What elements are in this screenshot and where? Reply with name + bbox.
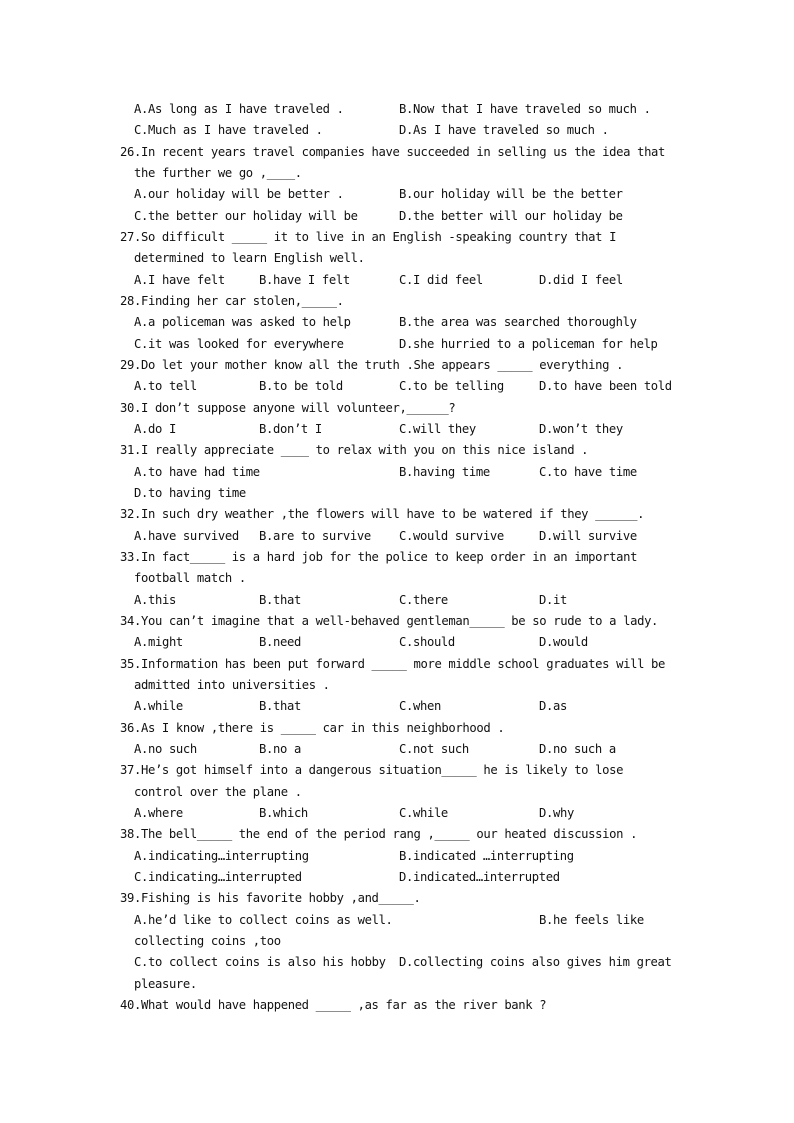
question-30: 30.I don’t suppose anyone will volunteer,______? (120, 401, 456, 415)
option-39-b: B.he feels like (539, 913, 644, 927)
option-37-b: B.which (259, 806, 308, 820)
option-28-d: D.she hurried to a policeman for help (399, 337, 658, 351)
option-37-d: D.why (539, 806, 574, 820)
option-30-b: B.don’t I (259, 422, 322, 436)
option-29-a: A.to tell (134, 379, 197, 393)
option-34-c: C.should (399, 635, 455, 649)
option-25-a: A.As long as I have traveled . (134, 102, 344, 116)
option-27-b: B.have I felt (259, 273, 350, 287)
option-36-b: B.no a (259, 742, 301, 756)
question-40: 40.What would have happened _____ ,as far as the river bank ? (120, 998, 547, 1012)
option-35-a: A.while (134, 699, 183, 713)
option-26-d: D.the better will our holiday be (399, 209, 623, 223)
option-25-b: B.Now that I have traveled so much . (399, 102, 651, 116)
option-39-d-cont: pleasure. (134, 977, 197, 991)
question-26-cont: the further we go ,____. (134, 166, 302, 180)
option-30-c: C.will they (399, 422, 476, 436)
option-35-c: C.when (399, 699, 441, 713)
question-27: 27.So difficult _____ it to live in an English -speaking country that I (120, 230, 617, 244)
option-35-b: B.that (259, 699, 301, 713)
question-28: 28.Finding her car stolen,_____. (120, 294, 344, 308)
option-30-a: A.do I (134, 422, 176, 436)
option-39-c: C.to collect coins is also his hobby (134, 955, 386, 969)
question-27-cont: determined to learn English well. (134, 251, 365, 265)
question-33-cont: football match . (134, 571, 246, 585)
option-29-c: C.to be telling (399, 379, 504, 393)
question-35: 35.Information has been put forward _____ more middle school graduates will be (120, 657, 666, 671)
option-29-b: B.to be told (259, 379, 343, 393)
option-27-d: D.did I feel (539, 273, 623, 287)
option-34-a: A.might (134, 635, 183, 649)
option-33-d: D.it (539, 593, 567, 607)
option-31-d: D.to having time (134, 486, 246, 500)
option-34-d: D.would (539, 635, 588, 649)
option-34-b: B.need (259, 635, 301, 649)
option-31-a: A.to have had time (134, 465, 260, 479)
option-37-c: C.while (399, 806, 448, 820)
question-33: 33.In fact_____ is a hard job for the police to keep order in an important (120, 550, 638, 564)
question-34: 34.You can’t imagine that a well-behaved gentleman_____ be so rude to a lady. (120, 614, 659, 628)
option-31-c: C.to have time (539, 465, 637, 479)
option-28-a: A.a policeman was asked to help (134, 315, 351, 329)
option-26-b: B.our holiday will be the better (399, 187, 623, 201)
question-37: 37.He’s got himself into a dangerous situation_____ he is likely to lose (120, 763, 624, 777)
option-25-d: D.As I have traveled so much . (399, 123, 609, 137)
question-32: 32.In such dry weather ,the flowers will have to be watered if they ______. (120, 507, 645, 521)
question-37-cont: control over the plane . (134, 785, 302, 799)
option-28-c: C.it was looked for everywhere (134, 337, 344, 351)
option-25-c: C.Much as I have traveled . (134, 123, 323, 137)
option-27-c: C.I did feel (399, 273, 483, 287)
option-36-a: A.no such (134, 742, 197, 756)
option-39-b-cont: collecting coins ,too (134, 934, 281, 948)
question-29: 29.Do let your mother know all the truth .She appears _____ everything . (120, 358, 624, 372)
question-36: 36.As I know ,there is _____ car in this neighborhood . (120, 721, 505, 735)
option-33-c: C.there (399, 593, 448, 607)
option-28-b: B.the area was searched thoroughly (399, 315, 637, 329)
option-36-d: D.no such a (539, 742, 616, 756)
option-26-c: C.the better our holiday will be (134, 209, 358, 223)
option-26-a: A.our holiday will be better . (134, 187, 344, 201)
option-36-c: C.not such (399, 742, 469, 756)
question-31: 31.I really appreciate ____ to relax with you on this nice island . (120, 443, 589, 457)
option-39-a: A.he’d like to collect coins as well. (134, 913, 393, 927)
option-38-b: B.indicated …interrupting (399, 849, 574, 863)
option-31-b: B.having time (399, 465, 490, 479)
option-37-a: A.where (134, 806, 183, 820)
option-38-c: C.indicating…interrupted (134, 870, 302, 884)
option-39-d: D.collecting coins also gives him great (399, 955, 672, 969)
question-39: 39.Fishing is his favorite hobby ,and_____. (120, 891, 421, 905)
option-38-d: D.indicated…interrupted (399, 870, 560, 884)
option-38-a: A.indicating…interrupting (134, 849, 309, 863)
question-35-cont: admitted into universities . (134, 678, 330, 692)
question-26: 26.In recent years travel companies have succeeded in selling us the idea that (120, 145, 666, 159)
question-38: 38.The bell_____ the end of the period rang ,_____ our heated discussion . (120, 827, 638, 841)
option-33-a: A.this (134, 593, 176, 607)
option-33-b: B.that (259, 593, 301, 607)
option-32-d: D.will survive (539, 529, 637, 543)
option-29-d: D.to have been told (539, 379, 672, 393)
option-32-a: A.have survived (134, 529, 239, 543)
option-27-a: A.I have felt (134, 273, 225, 287)
option-35-d: D.as (539, 699, 567, 713)
option-32-c: C.would survive (399, 529, 504, 543)
option-30-d: D.won’t they (539, 422, 623, 436)
option-32-b: B.are to survive (259, 529, 371, 543)
